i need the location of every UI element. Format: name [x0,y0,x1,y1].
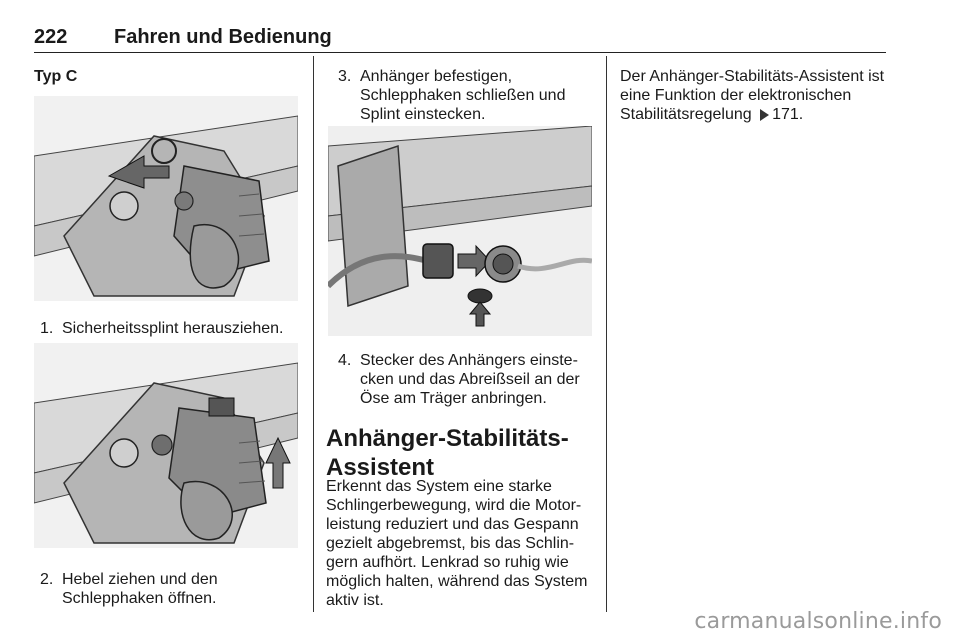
page-title: Fahren und Bedienung [114,26,332,48]
section-text: Erkennt das System eine starke Schlingerbewegung, wird die Motorleistung reduziert und das Gespann gezielt abgebremst, bis das Schlingern aufhört. Lenkrad so ruhig wie möglich halten, während das System aktiv ist. [326,478,588,609]
trailer-socket-plug-illustration [328,126,592,336]
page-reference-icon [760,109,769,121]
page-number: 222 [34,26,68,48]
column-text [620,67,886,124]
step-number: 1. [40,320,54,337]
column-divider [606,56,607,612]
page-reference-number: 171. [772,106,804,123]
step-text: Hebel ziehen und den Schlepphaken öffnen. [62,571,218,607]
step-text: Stecker des Anhängers einstecken und das Abreißseil an der Öse am Träger anbringen. [360,352,580,407]
tow-hitch-lever-open-illustration [34,343,298,548]
column-text-body: Der Anhänger-Stabilitäts-Assistent ist eine Funktion der elektronischen Stabilitätsregelung [620,68,885,123]
tow-hitch-pin-removal-illustration [34,96,298,301]
step-text: Anhänger befestigen, Schlepphaken schließen und Splint einstecken. [360,68,566,123]
step-number: 4. [338,352,352,369]
step-number: 2. [40,571,54,588]
section-heading: Anhänger-Stabilitäts-Assistent [326,425,569,481]
column-divider [313,56,314,612]
type-heading: Typ C [34,68,78,85]
step-text: Sicherheitssplint herausziehen. [62,320,284,337]
page-header [34,24,886,53]
watermark: carmanualsonline.info [694,609,942,634]
step-number: 3. [338,68,352,85]
